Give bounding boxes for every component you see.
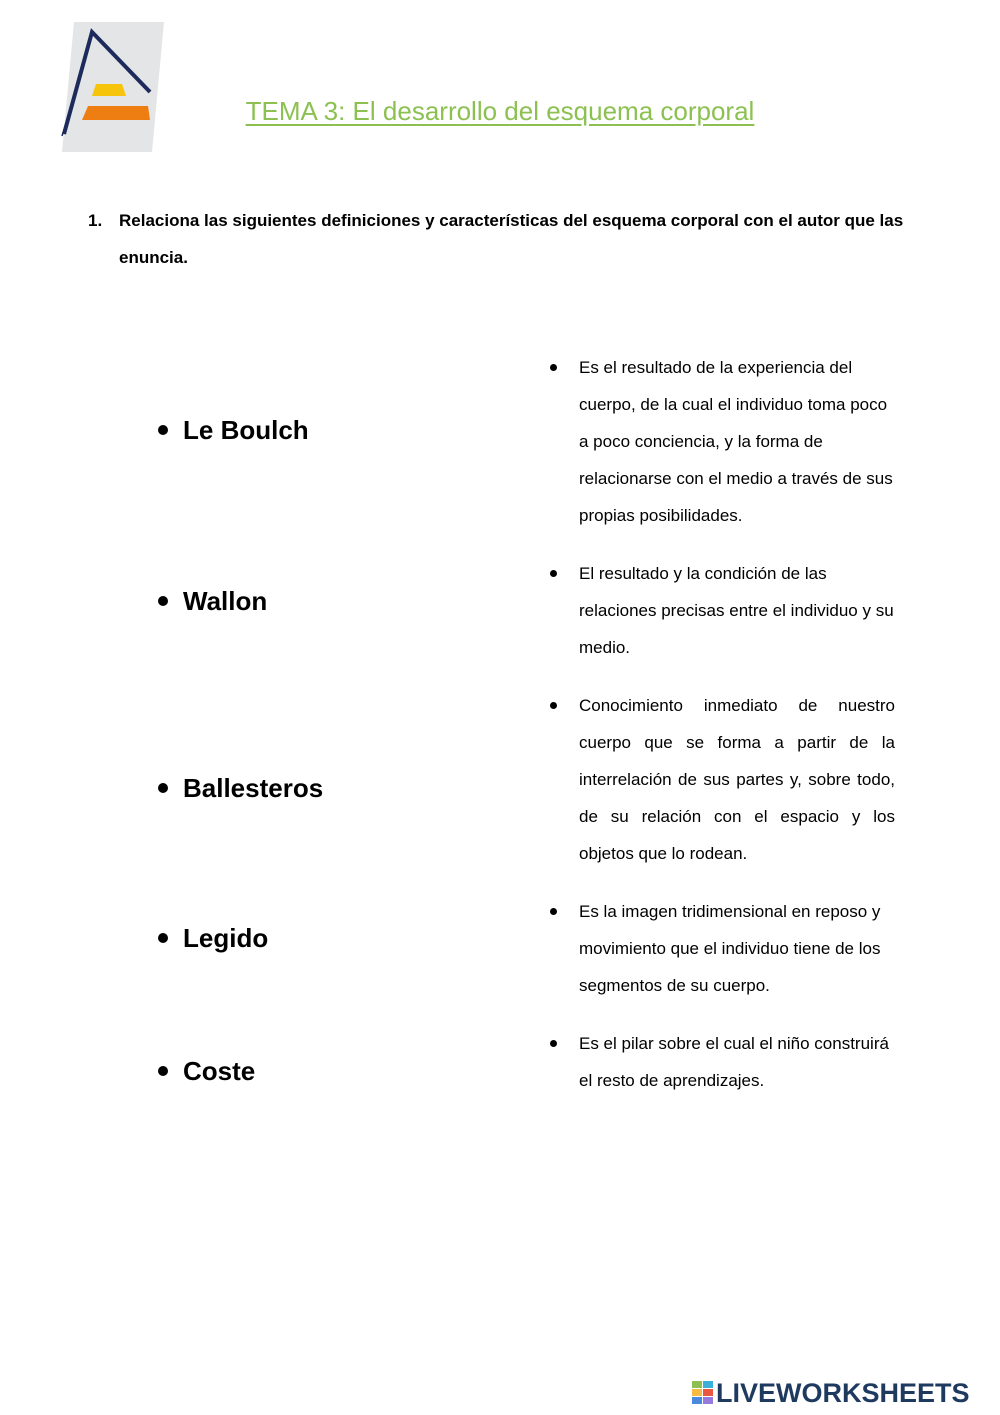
definition-text: Es el resultado de la experiencia del cuerpo, de la cual el individuo toma poco a poco conciencia, y la forma de relacionarse con el medio a través de sus propias posibilidades. xyxy=(579,358,893,525)
bullet-icon xyxy=(550,702,557,709)
page-title: TEMA 3: El desarrollo del esquema corporal xyxy=(245,96,755,126)
definition-item[interactable] xyxy=(548,893,895,1004)
definition-item[interactable] xyxy=(548,349,895,534)
definition-item[interactable] xyxy=(548,687,895,872)
question-number: 1. xyxy=(88,211,103,230)
author-label: Legido xyxy=(183,923,269,953)
author-item[interactable] xyxy=(158,583,267,619)
author-item[interactable] xyxy=(158,1053,255,1089)
bullet-icon xyxy=(158,933,168,943)
definition-item[interactable] xyxy=(548,1025,895,1099)
liveworksheets-logo-icon xyxy=(692,1381,714,1405)
author-label: Ballesteros xyxy=(183,773,324,803)
bullet-icon xyxy=(550,908,557,915)
footer-brand xyxy=(692,1376,992,1410)
author-label: Coste xyxy=(183,1056,256,1086)
bullet-icon xyxy=(550,364,557,371)
bullet-icon xyxy=(550,570,557,577)
definition-text: Conocimiento inmediato de nuestro cuerpo que se forma a partir de la interrelación de sus partes y, sobre todo, de su relación con el espacio y los objetos que lo rodean. xyxy=(579,696,895,863)
definition-text: Es la imagen tridimensional en reposo y movimiento que el individuo tiene de los segmentos de su cuerpo. xyxy=(579,902,881,995)
definition-item[interactable] xyxy=(548,555,895,666)
brand-name: LIVEWORKSHEETS xyxy=(716,1378,970,1408)
definition-text: Es el pilar sobre el cual el niño construirá el resto de aprendizajes. xyxy=(579,1034,889,1090)
author-item[interactable] xyxy=(158,770,323,806)
bullet-icon xyxy=(158,1066,168,1076)
question-text: Relaciona las siguientes definiciones y características del esquema corporal con el autor que las enuncia. xyxy=(119,211,904,267)
bullet-icon xyxy=(158,425,168,435)
author-label: Wallon xyxy=(183,586,268,616)
university-logo-icon xyxy=(58,22,164,152)
bullet-icon xyxy=(550,1040,557,1047)
bullet-icon xyxy=(158,783,168,793)
bullet-icon xyxy=(158,596,168,606)
author-label: Le Boulch xyxy=(183,415,309,445)
question-1 xyxy=(88,202,908,276)
author-item[interactable] xyxy=(158,920,268,956)
author-item[interactable] xyxy=(158,412,309,448)
definition-text: El resultado y la condición de las relaciones precisas entre el individuo y su medio. xyxy=(579,564,894,657)
